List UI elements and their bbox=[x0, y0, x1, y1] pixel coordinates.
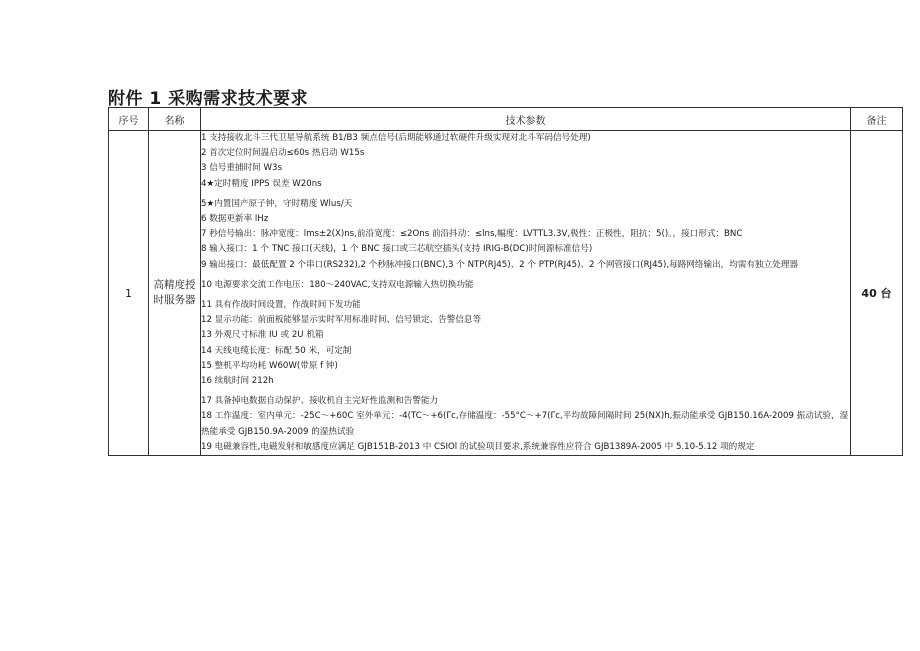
param-line: 13 外观尺寸标准 IU 或 2U 机箱 bbox=[201, 330, 324, 341]
param-line: 15 整机平均功耗 W60W(带原 f 钟) bbox=[201, 360, 338, 371]
param-line: 6 数据更新率 lHz bbox=[201, 214, 269, 225]
param-line: 17 具备掉电数据自动保护、接收机自主完好性监测和告警能力 bbox=[201, 396, 439, 407]
requirements-table bbox=[108, 107, 903, 456]
param-line: 11 具有作战时间设置，作战时间下发功能 bbox=[201, 300, 361, 311]
document-title: 附件 1 采购需求技术要求 bbox=[108, 89, 309, 109]
header-note: 备注 bbox=[851, 108, 903, 131]
param-line: 16 续航时间 212h bbox=[201, 376, 274, 387]
row-name: 高精度授时服务器 bbox=[149, 131, 201, 456]
param-line: 9 输出接口：最低配置 2 个串口(RS232),2 个秒脉冲接口(BNC),3 个 NTP(RJ45)、2 个 PTP(RJ45)、2 个网管接口(RJ45),每路网络输出，均需有独立处理器 bbox=[201, 259, 799, 270]
param-line: 5★内置国产原子钟，守时精度 Wlus/天 bbox=[201, 198, 353, 209]
param-line: 8 输入接口：1 个 TNC 接口(天线)，1 个 BNC 接口或三芯航空插头(支持 IRIG-B(DC)时间源标准信号) bbox=[201, 244, 593, 255]
table-row bbox=[109, 131, 903, 456]
param-line: 12 显示功能：前面板能够显示实时军用标准时间、信号锁定、告警信息等 bbox=[201, 315, 482, 326]
param-line: 4★定时精度 IPPS 误差 W20ns bbox=[201, 178, 322, 189]
row-no: 1 bbox=[109, 131, 149, 456]
row-params bbox=[201, 131, 851, 456]
param-line: 3 信号重捕时间 W3s bbox=[201, 163, 282, 174]
param-line: 14 天线电缆长度：标配 50 米，可定制 bbox=[201, 345, 352, 356]
param-line: 7 秒信号输出：脉冲宽度：lms±2(X)ns,前沿宽度：≤2Ons 前沿抖动：≤lns,幅度：LVTTL3.3V,极性：正极性，阻抗：5()。，接口形式：BNC bbox=[201, 229, 743, 240]
header-params: 技术参数 bbox=[201, 108, 851, 131]
table-header-row bbox=[109, 108, 903, 131]
param-line: 18 工作温度：室内单元：-25C～+60C 室外单元：-4(TC～+6(Γc,存储温度：-55°C～+7(Γc,平均故障间隔时间 25(NX)h,振动能承受 GJB150.16A-2009 振动试验，湿热能承受 GJB150.9A-2009 的湿热试验 bbox=[201, 411, 849, 437]
header-name: 名称 bbox=[149, 108, 201, 131]
param-line: 2 首次定位时间温启动≤60s 热启动 W15s bbox=[201, 148, 365, 159]
param-line: 1 支持接收北斗三代卫星导航系统 B1/B3 频点信号(后期能够通过软硬件升级实现对北斗军码信号处理) bbox=[201, 133, 591, 143]
header-no: 序号 bbox=[109, 108, 149, 131]
row-note: 40 台 bbox=[851, 131, 903, 456]
param-line: 10 电源要求交流工作电压：180～240VAC,支持双电源输入热切换功能 bbox=[201, 279, 474, 290]
param-line: 19 电磁兼容性,电磁发射和敏感度应满足 GJB151B-2013 中 CSIOl 的试验项目要求,系统兼容性应符合 GJB1389A-2005 中 5.10-5.12 项的规定 bbox=[201, 441, 755, 452]
